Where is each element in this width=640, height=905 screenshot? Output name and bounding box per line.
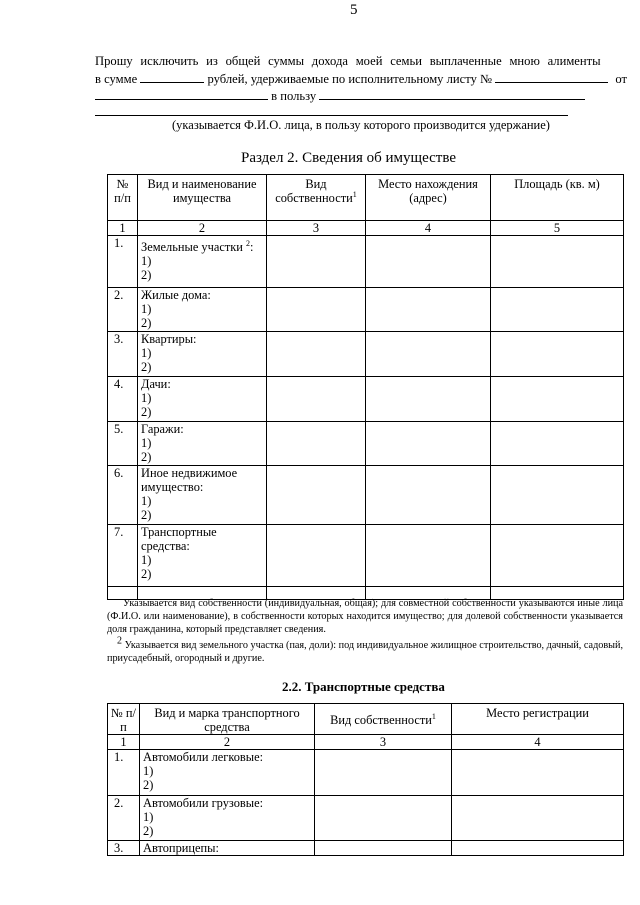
- row-label: [138, 525, 267, 587]
- ownership-cell[interactable]: [315, 750, 452, 796]
- property-header-row: [108, 175, 624, 221]
- recipient-continuation-line[interactable]: [95, 115, 568, 116]
- amount-field[interactable]: [140, 71, 204, 83]
- footnote-ref-2: 2: [246, 238, 251, 248]
- sub-item: 2): [141, 316, 152, 330]
- registration-cell[interactable]: [452, 841, 624, 856]
- area-cell[interactable]: [491, 422, 624, 466]
- colnum: 2: [138, 221, 267, 236]
- registration-cell[interactable]: [452, 750, 624, 796]
- row-num: 5.: [108, 422, 138, 466]
- location-cell[interactable]: [366, 377, 491, 422]
- vehicles-colnum-row: [108, 735, 624, 750]
- location-cell[interactable]: [366, 525, 491, 587]
- alimony-text-1: Прошу исключить из общей суммы дохода моей семьи выплаченные мною алименты: [95, 54, 601, 68]
- ownership-cell[interactable]: [267, 236, 366, 288]
- row-label: [138, 236, 267, 288]
- sub-item: 2): [143, 778, 154, 792]
- property-table: [107, 174, 624, 600]
- location-cell[interactable]: [366, 236, 491, 288]
- ownership-cell[interactable]: [267, 466, 366, 525]
- registration-cell[interactable]: [452, 796, 624, 841]
- vehicles-header-row: [108, 704, 624, 735]
- table-row: [108, 796, 624, 841]
- table-row: [108, 422, 624, 466]
- row-label: [138, 377, 267, 422]
- location-cell[interactable]: [366, 332, 491, 377]
- location-cell[interactable]: [366, 422, 491, 466]
- header-registration: Место регистрации: [452, 704, 624, 735]
- colnum: 4: [366, 221, 491, 236]
- header-num: № п/п: [108, 175, 138, 221]
- row-label: [140, 796, 315, 841]
- row-label: [140, 750, 315, 796]
- alimony-line-1: [95, 54, 621, 69]
- alimony-text-2c: от: [615, 72, 627, 86]
- sub-item: 2): [141, 450, 152, 464]
- row-label: [140, 841, 315, 856]
- row-label-text: Иное недвижимое имущество:: [141, 466, 238, 494]
- sub-item: 1): [143, 764, 154, 778]
- area-cell[interactable]: [491, 332, 624, 377]
- sub-item: 1): [141, 391, 152, 405]
- table-row: [108, 841, 624, 856]
- header-area: Площадь (кв. м): [491, 175, 624, 221]
- sub-item: 1): [141, 494, 152, 508]
- header-location: Место нахождения (адрес): [366, 175, 491, 221]
- row-num: 3.: [108, 332, 138, 377]
- area-cell[interactable]: [491, 236, 624, 288]
- ownership-cell[interactable]: [267, 288, 366, 332]
- row-num: 3.: [108, 841, 140, 856]
- sub-item: 2): [143, 824, 154, 838]
- sub-item: 1): [141, 436, 152, 450]
- colnum: 3: [267, 221, 366, 236]
- alimony-text-2b: рублей, удерживаемые по исполнительному листу №: [207, 72, 493, 86]
- footnotes: [107, 598, 623, 666]
- table-row: [108, 525, 624, 587]
- row-num: 6.: [108, 466, 138, 525]
- header-ownership-text: Вид собственности: [275, 177, 353, 205]
- header-kind: Вид и марка транспортного средства: [140, 704, 315, 735]
- footnote-ref-1: 1: [352, 189, 357, 199]
- row-num: 4.: [108, 377, 138, 422]
- alimony-line-2: [95, 71, 627, 87]
- recipient-field[interactable]: [319, 88, 585, 100]
- header-ownership-text: Вид собственности: [330, 713, 432, 727]
- sub-item: 2): [141, 567, 152, 581]
- colnum: 5: [491, 221, 624, 236]
- header-num: № п/п: [108, 704, 140, 735]
- footnote-2-para: [107, 636, 624, 666]
- row-label-text: Квартиры:: [141, 332, 197, 346]
- area-cell[interactable]: [491, 525, 624, 587]
- row-num: 7.: [108, 525, 138, 587]
- row-num: 1.: [108, 236, 138, 288]
- ownership-cell[interactable]: [267, 525, 366, 587]
- sub-item: 1): [141, 302, 152, 316]
- table-row: [108, 288, 624, 332]
- row-label-text: Автоприцепы:: [143, 841, 219, 855]
- table-row: [108, 750, 624, 796]
- sub-item: 2): [141, 508, 152, 522]
- sub-item: 2): [141, 268, 152, 282]
- ownership-cell[interactable]: [267, 332, 366, 377]
- row-label-text: Жилые дома:: [141, 288, 211, 302]
- location-cell[interactable]: [366, 288, 491, 332]
- vehicles-table: [107, 703, 624, 856]
- footnote-2: Указывается вид земельного участка (пая, доли): под индивидуальное жилищное строительство, дачный, садовый, приусадебный, огородный и другие.: [107, 640, 624, 665]
- row-num: 2.: [108, 796, 140, 841]
- writ-date-field[interactable]: [95, 88, 268, 100]
- alimony-text-3a: в пользу: [271, 89, 317, 103]
- table-row: [108, 466, 624, 525]
- row-label-text: Гаражи:: [141, 422, 184, 436]
- section-2-2-title: 2.2. Транспортные средства: [282, 679, 445, 694]
- table-row: [108, 332, 624, 377]
- writ-number-field[interactable]: [495, 71, 608, 83]
- row-label-text: Автомобили грузовые:: [143, 796, 264, 810]
- row-label-text: Автомобили легковые:: [143, 750, 264, 764]
- colnum: 3: [315, 735, 452, 750]
- ownership-cell[interactable]: [267, 377, 366, 422]
- header-ownership: [315, 704, 452, 735]
- row-label: [138, 422, 267, 466]
- property-colnum-row: [108, 221, 624, 236]
- header-kind: Вид и наименование имущества: [138, 175, 267, 221]
- location-cell[interactable]: [366, 466, 491, 525]
- sub-item: 1): [141, 254, 152, 268]
- sub-item: 1): [141, 346, 152, 360]
- page-number: 5: [350, 2, 358, 18]
- footnote-ref-1: 1: [431, 711, 436, 721]
- colnum: 4: [452, 735, 624, 750]
- ownership-cell[interactable]: [267, 422, 366, 466]
- ownership-cell[interactable]: [315, 796, 452, 841]
- row-label: [138, 466, 267, 525]
- sub-item: 1): [141, 553, 152, 567]
- alimony-line-3: [95, 88, 585, 104]
- colnum: 1: [108, 735, 140, 750]
- colnum: 1: [108, 221, 138, 236]
- row-label: [138, 288, 267, 332]
- table-row: [108, 377, 624, 422]
- table-row: [108, 236, 624, 288]
- sub-item: 1): [143, 810, 154, 824]
- row-num: 2.: [108, 288, 138, 332]
- section-2-title: Раздел 2. Сведения об имуществе: [241, 150, 456, 166]
- alimony-text-2a: в сумме: [95, 72, 138, 86]
- area-cell[interactable]: [491, 377, 624, 422]
- ownership-cell[interactable]: [315, 841, 452, 856]
- row-label: [138, 332, 267, 377]
- row-label-text: Земельные участки: [141, 240, 243, 254]
- sub-item: 2): [141, 405, 152, 419]
- row-label-text: Транспортные средства:: [141, 525, 217, 553]
- row-label-text: Дачи:: [141, 377, 171, 391]
- sub-item: 2): [141, 360, 152, 374]
- footnote-2-mark: 2: [117, 636, 122, 647]
- area-cell[interactable]: [491, 288, 624, 332]
- alimony-caption: (указывается Ф.И.О. лица, в пользу которого производится удержание): [172, 118, 550, 132]
- row-label-suffix: :: [250, 240, 254, 254]
- colnum: 2: [140, 735, 315, 750]
- area-cell[interactable]: [491, 466, 624, 525]
- footnote-1: Указывается вид собственности (индивидуальная, общая); для совместной собственности указываются иные лица (Ф.И.О. или наименование), в собственности которых находится имущество; для долевой собственности указывается доля гражданина, который представляет сведения.: [107, 598, 623, 635]
- row-num: 1.: [108, 750, 140, 796]
- header-ownership: [267, 175, 366, 221]
